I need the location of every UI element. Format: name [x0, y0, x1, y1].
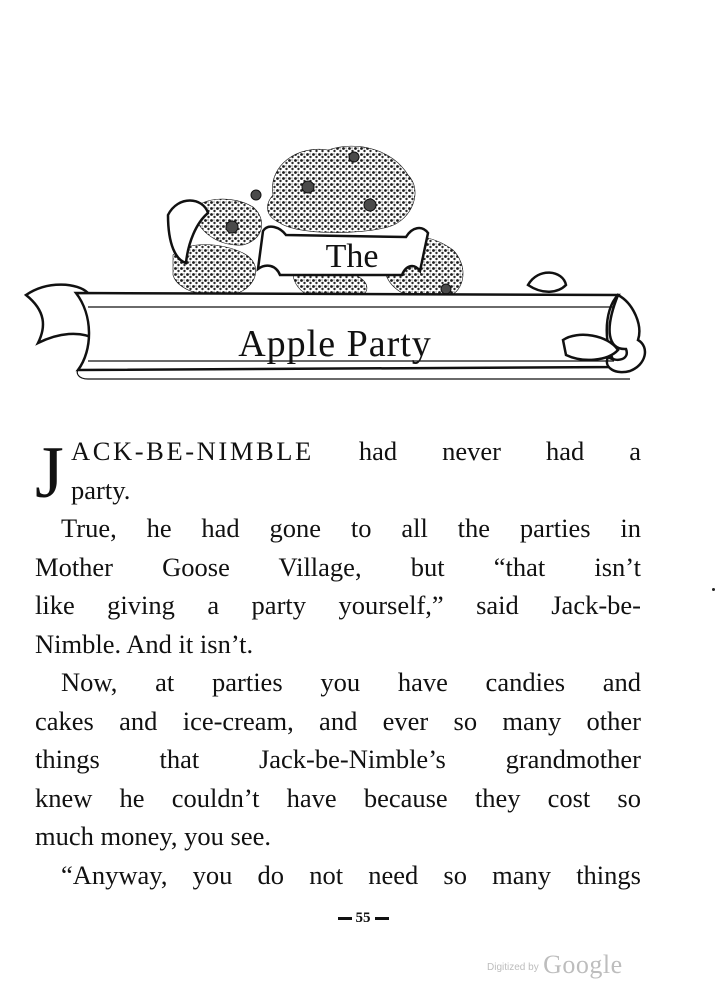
- text-line: [35, 432, 641, 471]
- google-logo: Google: [543, 950, 623, 979]
- story-text: [35, 432, 641, 894]
- text-line: cakes and ice-cream, and ever so many other: [35, 705, 641, 736]
- scan-speck: [712, 588, 715, 591]
- text-line: party.: [71, 474, 131, 505]
- drop-cap: J: [35, 432, 64, 514]
- text-line: knew he couldn’t have because they cost so: [35, 782, 641, 813]
- line-rest: had never had a: [313, 436, 641, 466]
- apple-foliage: [173, 146, 463, 301]
- dash-left: [338, 917, 352, 920]
- text-line: Nimble. And it isn’t.: [35, 628, 254, 659]
- digitized-stamp: [487, 950, 623, 980]
- text-line: much money, you see.: [35, 821, 271, 851]
- text-line: “Anyway, you do not need so many things: [61, 859, 641, 890]
- page-number: [0, 910, 726, 927]
- dash-right: [375, 917, 389, 920]
- lead-caps: ACK-BE-NIMBLE: [71, 436, 314, 466]
- page-number-value: 55: [355, 910, 371, 926]
- title-the: The: [325, 238, 379, 275]
- text-line: things that Jack-be-Nimble’s grandmother: [35, 744, 641, 774]
- text-line: True, he had gone to all the parties in: [61, 513, 641, 543]
- digitized-label: Digitized by: [487, 962, 539, 973]
- text-line: Mother Goose Village, but “that isn’t: [35, 551, 641, 582]
- text-line: Now, at parties you have candies and: [61, 667, 641, 697]
- text-line: like giving a party yourself,” said Jack-be-: [35, 590, 641, 620]
- page-title: Apple Party: [238, 323, 432, 365]
